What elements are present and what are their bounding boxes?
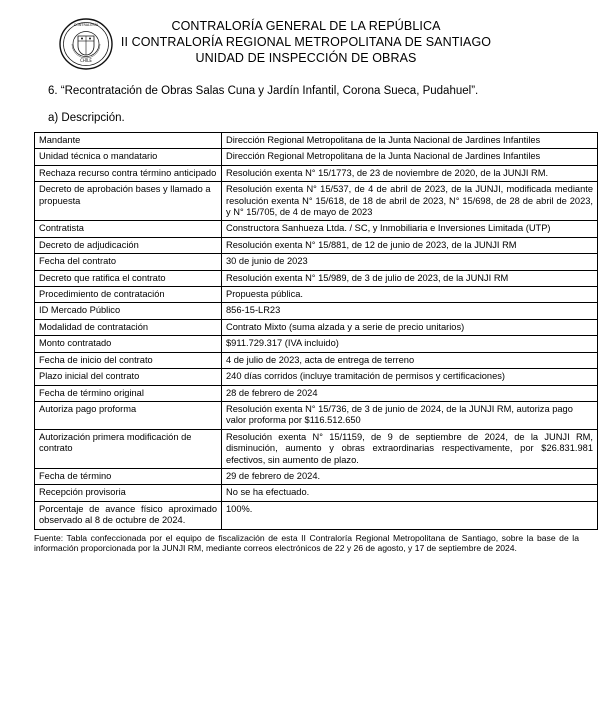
table-row xyxy=(35,485,598,501)
table-row xyxy=(35,149,598,165)
table-row xyxy=(35,369,598,385)
table-row xyxy=(35,254,598,270)
row-label: Decreto que ratifica el contrato xyxy=(35,270,222,286)
row-label: Mandante xyxy=(35,133,222,149)
row-value: Resolución exenta N° 15/989, de 3 de julio de 2023, de la JUNJI RM xyxy=(222,270,598,286)
row-label: Modalidad de contratación xyxy=(35,319,222,335)
row-value: 4 de julio de 2023, acta de entrega de terreno xyxy=(222,352,598,368)
table-row xyxy=(35,385,598,401)
row-label: Monto contratado xyxy=(35,336,222,352)
row-label: Autoriza pago proforma xyxy=(35,401,222,429)
coat-of-arms-icon xyxy=(58,16,114,72)
row-value: Contrato Mixto (suma alzada y a serie de precio unitarios) xyxy=(222,319,598,335)
row-label: Unidad técnica o mandatario xyxy=(35,149,222,165)
row-label: Decreto de aprobación bases y llamado a propuesta xyxy=(35,182,222,221)
table-row xyxy=(35,501,598,529)
row-label: Decreto de adjudicación xyxy=(35,237,222,253)
table-row xyxy=(35,352,598,368)
row-value: Dirección Regional Metropolitana de la Junta Nacional de Jardines Infantiles xyxy=(222,133,598,149)
row-value: 30 de junio de 2023 xyxy=(222,254,598,270)
subsection-title: a) Descripción. xyxy=(48,112,125,124)
row-label: Procedimiento de contratación xyxy=(35,287,222,303)
row-label: Fecha de inicio del contrato xyxy=(35,352,222,368)
row-value: 240 días corridos (incluye tramitación de permisos y certificaciones) xyxy=(222,369,598,385)
row-value: Resolución exenta N° 15/881, de 12 de junio de 2023, de la JUNJI RM xyxy=(222,237,598,253)
table-body xyxy=(35,133,598,530)
row-value: Dirección Regional Metropolitana de la Junta Nacional de Jardines Infantiles xyxy=(222,149,598,165)
row-value: Resolución exenta N° 15/537, de 4 de abril de 2023, de la JUNJI, modificada mediante resolución exenta N° 15/618, de 18 de abril de 2023, N° 15/698, de 28 de abril de 2023, y N° 15/705, de 4 de mayo de 2023 xyxy=(222,182,598,221)
section-title: 6. “Recontratación de Obras Salas Cuna y Jardín Infantil, Corona Sueca, Pudahuel”. xyxy=(48,85,479,97)
row-label: ID Mercado Público xyxy=(35,303,222,319)
table-row xyxy=(35,133,598,149)
row-label: Porcentaje de avance físico aproximado observado al 8 de octubre de 2024. xyxy=(35,501,222,529)
row-label: Plazo inicial del contrato xyxy=(35,369,222,385)
table-row xyxy=(35,221,598,237)
row-label: Recepción provisoria xyxy=(35,485,222,501)
row-value: $911.729.317 (IVA incluido) xyxy=(222,336,598,352)
document-header xyxy=(30,14,582,66)
header-line-3: UNIDAD DE INSPECCIÓN DE OBRAS xyxy=(195,51,417,65)
table-row xyxy=(35,468,598,484)
table-source-footnote: Fuente: Tabla confeccionada por el equipo de fiscalización de esta II Contraloría Regional Metropolitana de Santiago, sobre la base de la información proporcionada por la JUNJI RM, mediante correos electrónicos de 22 y 26 de agosto, y 17 de septiembre de 2024. xyxy=(34,532,579,554)
row-value: No se ha efectuado. xyxy=(222,485,598,501)
row-value: Resolución exenta N° 15/1159, de 9 de septiembre de 2024, de la JUNJI RM, disminución, aumento y obras extraordinarias respectivamente, por $26.831.981 efectivos, sin aumento de plazo. xyxy=(222,429,598,468)
table-row xyxy=(35,319,598,335)
row-value: 28 de febrero de 2024 xyxy=(222,385,598,401)
table-row xyxy=(35,303,598,319)
row-label: Rechaza recurso contra término anticipado xyxy=(35,165,222,181)
table-row xyxy=(35,165,598,181)
table-row xyxy=(35,237,598,253)
row-value: Propuesta pública. xyxy=(222,287,598,303)
row-label: Fecha de término xyxy=(35,468,222,484)
svg-text:CHILE: CHILE xyxy=(80,58,92,63)
row-value: Constructora Sanhueza Ltda. / SC, y Inmobiliaria e Inversiones Limitada (UTP) xyxy=(222,221,598,237)
table-row xyxy=(35,287,598,303)
table-row xyxy=(35,429,598,468)
row-value: 100%. xyxy=(222,501,598,529)
svg-text:CONTRALORÍA: CONTRALORÍA xyxy=(73,23,99,27)
contract-details-table xyxy=(34,132,598,530)
table-row xyxy=(35,336,598,352)
row-label: Fecha del contrato xyxy=(35,254,222,270)
row-label: Contratista xyxy=(35,221,222,237)
table-row xyxy=(35,270,598,286)
row-label: Autorización primera modificación de contrato xyxy=(35,429,222,468)
row-value: 29 de febrero de 2024. xyxy=(222,468,598,484)
row-value: Resolución exenta N° 15/736, de 3 de junio de 2024, de la JUNJI RM, autoriza pago valor proforma por $116.512.650 xyxy=(222,401,598,429)
row-value: Resolución exenta N° 15/1773, de 23 de noviembre de 2020, de la JUNJI RM. xyxy=(222,165,598,181)
row-label: Fecha de término original xyxy=(35,385,222,401)
header-line-2: II CONTRALORÍA REGIONAL METROPOLITANA DE SANTIAGO xyxy=(120,35,492,49)
row-value: 856-15-LR23 xyxy=(222,303,598,319)
table-row xyxy=(35,401,598,429)
header-line-1: CONTRALORÍA GENERAL DE LA REPÚBLICA xyxy=(171,19,441,33)
table-row xyxy=(35,182,598,221)
